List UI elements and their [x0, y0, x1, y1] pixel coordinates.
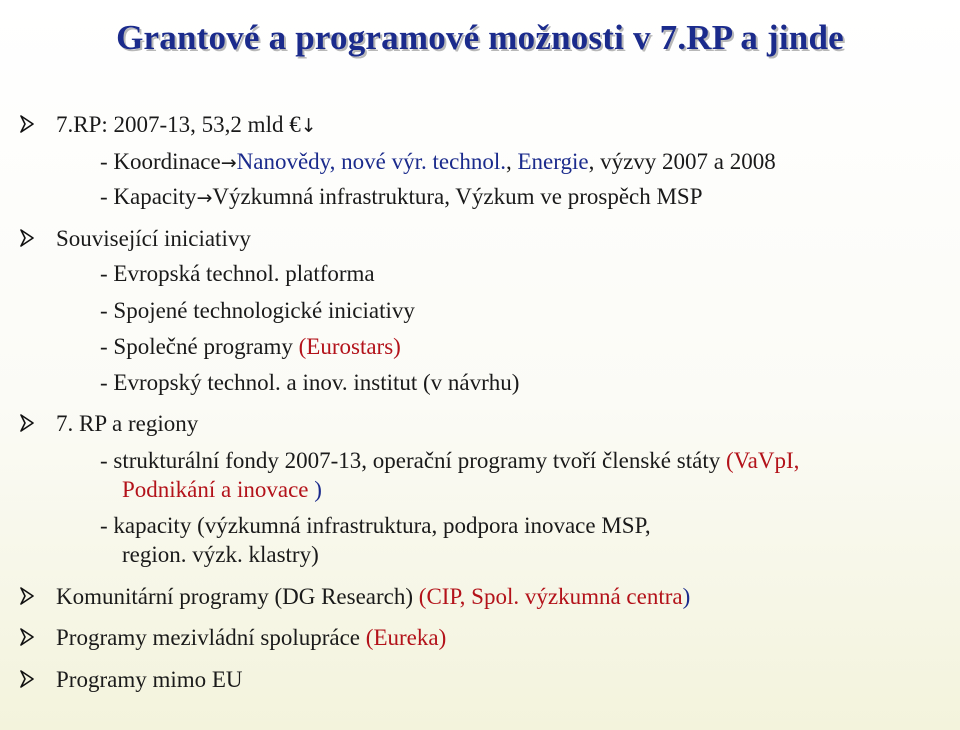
sub-evropsky-institut: - Evropský technol. a inov. institut (v návrhu) — [100, 370, 520, 395]
bullet-text: Programy mimo EU — [56, 667, 243, 692]
sub-highlight: Energie — [517, 149, 589, 174]
sub-text: Výzkumná infrastruktura, Výzkum ve prospěch MSP — [212, 184, 703, 209]
right-arrow-icon: → — [196, 187, 213, 209]
sub-text: , výzvy 2007 a 2008 — [588, 149, 776, 174]
bullet-text: Komunitární programy (DG Research) — [56, 584, 419, 609]
sub-kapacity-regiony: - kapacity (výzkumná infrastruktura, podpora inovace MSP, — [100, 513, 651, 538]
bullet-souvisejici — [20, 225, 251, 253]
sub-strukturalni — [100, 447, 799, 475]
bullet-text: 7.RP: 2007-13, 53,2 mld € — [56, 112, 301, 137]
bullet-highlight: (Eureka) — [365, 625, 447, 650]
sub-highlight: Podnikání a inovace — [122, 477, 315, 502]
bullet-text: Související iniciativy — [56, 226, 251, 251]
bullet-regiony — [20, 410, 198, 438]
bullet-highlight: ) — [682, 584, 691, 609]
bullet-arrow-icon — [20, 414, 34, 432]
sub-text: , — [505, 149, 518, 174]
sub-text: - Koordinace — [100, 149, 221, 174]
sub-kapacity-cont: region. výzk. klastry) — [122, 542, 319, 567]
sub-text: ) — [314, 477, 322, 502]
bullet-highlight: (CIP, Spol. výzkumná centra — [418, 584, 683, 609]
bullet-text: Programy mezivládní spolupráce — [56, 625, 366, 650]
bullet-arrow-icon — [20, 229, 34, 247]
bullet-arrow-icon — [20, 587, 34, 605]
bullet-text: 7. RP a regiony — [56, 411, 199, 436]
bullet-komunitarni — [20, 583, 690, 611]
sub-text: - Společné programy — [100, 334, 299, 359]
down-arrow-icon: ↓ — [300, 115, 317, 137]
sub-evropska-platforma: - Evropská technol. platforma — [100, 261, 375, 286]
bullet-7rp — [20, 111, 317, 140]
sub-kapacity — [100, 183, 703, 212]
sub-spojene: - Spojené technologické iniciativy — [100, 298, 415, 323]
sub-highlight: (VaVpI, — [725, 448, 800, 473]
sub-spolecne — [100, 333, 401, 361]
sub-strukturalni-cont — [122, 476, 322, 504]
sub-text: - strukturální fondy 2007-13, operační programy tvoří členské státy — [100, 448, 726, 473]
bullet-arrow-icon — [20, 628, 34, 646]
sub-text: - Kapacity — [100, 184, 197, 209]
right-arrow-icon: → — [220, 152, 237, 174]
sub-highlight: (Eurostars) — [298, 334, 401, 359]
slide-title: Grantové a programové možnosti v 7.RP a jinde — [116, 18, 844, 57]
bullet-arrow-icon — [20, 670, 34, 688]
sub-highlight: Nanovědy, nové výr. technol. — [236, 149, 506, 174]
sub-koordinace — [100, 148, 776, 177]
bullet-mezivladni — [20, 624, 446, 652]
bullet-arrow-icon — [20, 115, 34, 133]
bullet-mimo-eu — [20, 666, 243, 694]
